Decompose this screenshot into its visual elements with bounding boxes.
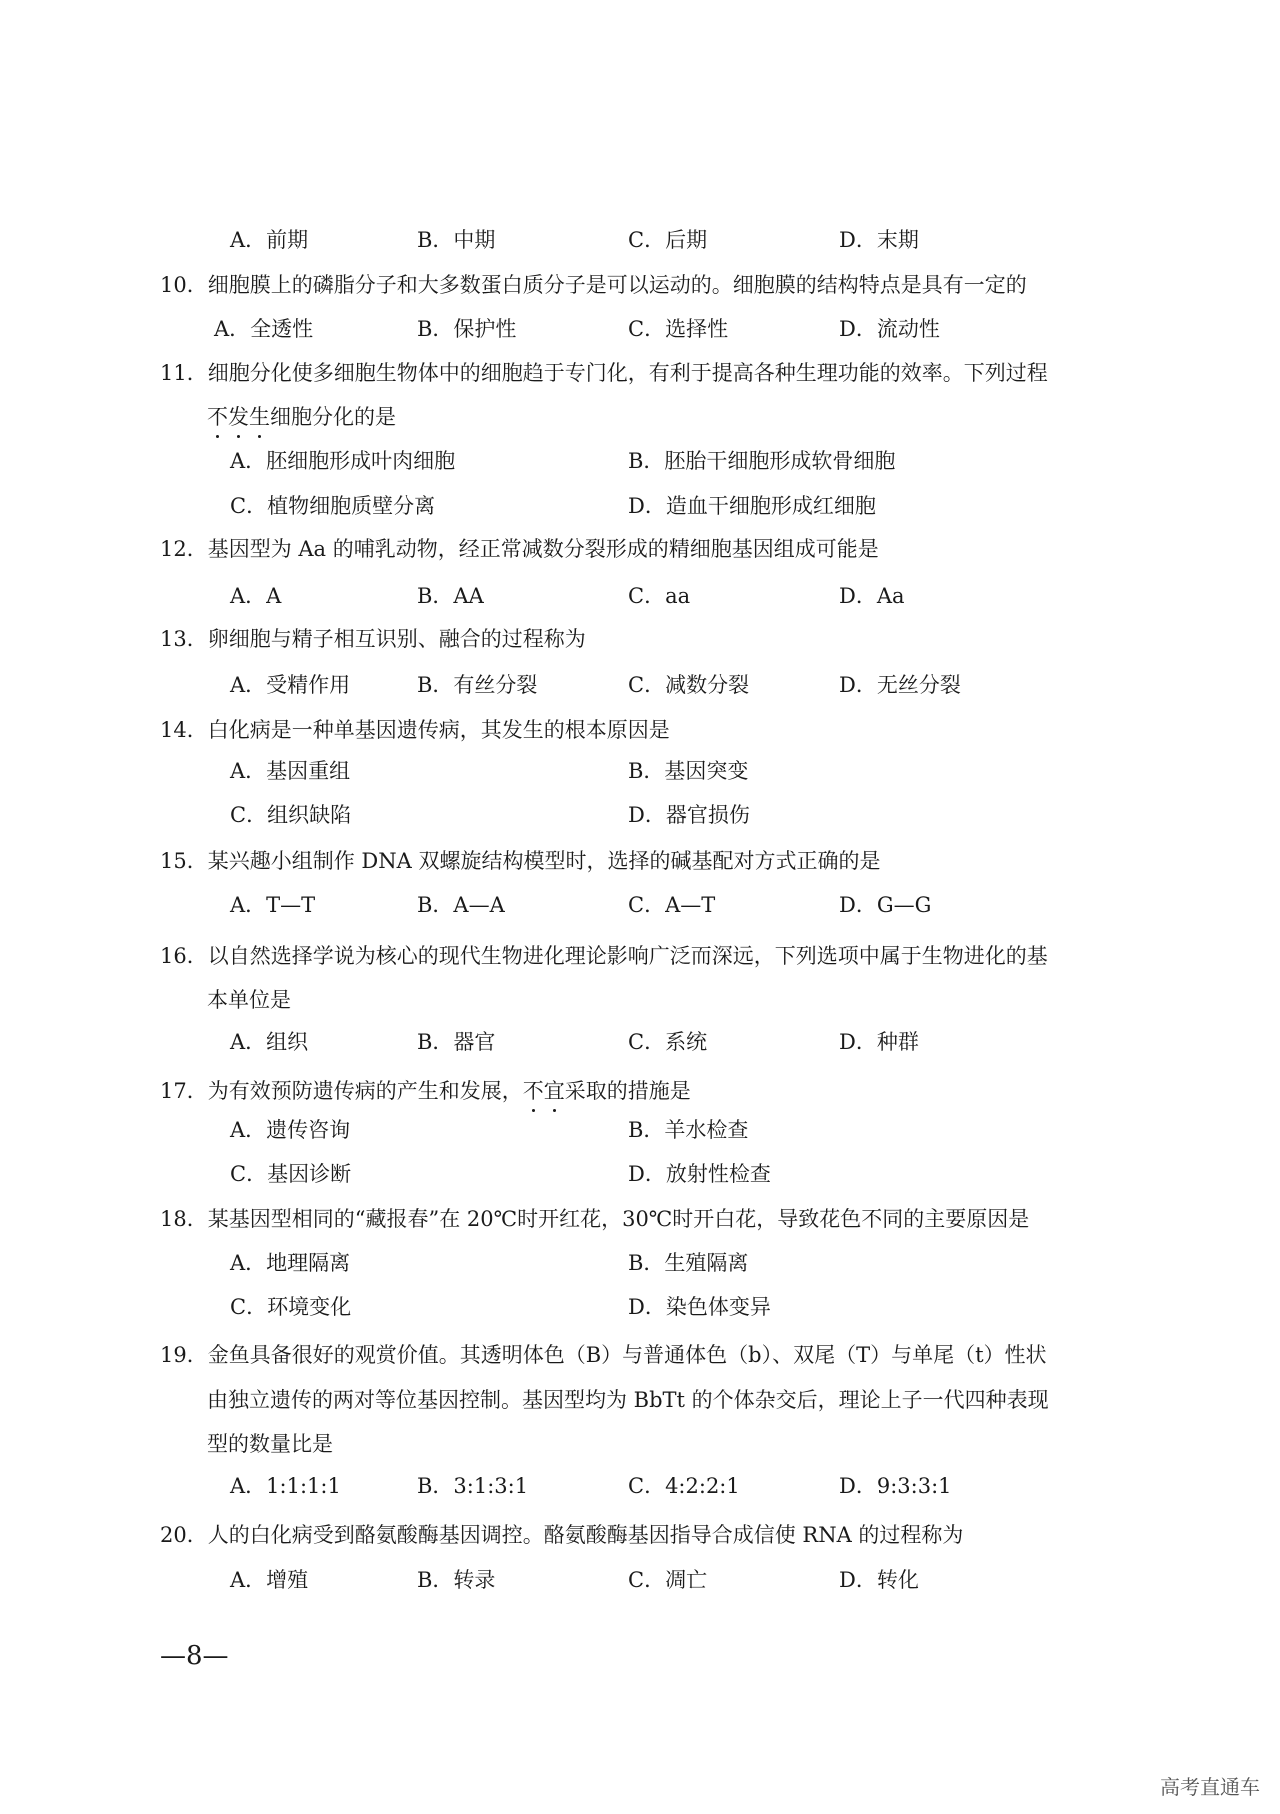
q18-option-b: B．生殖隔离 — [628, 1251, 749, 1275]
q11-stem-line1: 11．细胞分化使多细胞生物体中的细胞趋于专门化，有利于提高各种生理功能的效率。下列过程 — [160, 361, 1048, 385]
q10-stem: 10．细胞膜上的磷脂分子和大多数蛋白质分子是可以运动的。细胞膜的结构特点是具有一定的 — [160, 273, 1027, 297]
q11-emphasis — [207, 405, 270, 429]
q14-stem: 14．白化病是一种单基因遗传病，其发生的根本原因是 — [160, 718, 670, 742]
q15-stem: 15．某兴趣小组制作 DNA 双螺旋结构模型时，选择的碱基配对方式正确的是 — [160, 849, 881, 873]
q17-option-b: B．羊水检查 — [628, 1118, 749, 1142]
q15-option-c: C．A—T — [628, 893, 716, 917]
q18-option-d: D．染色体变异 — [628, 1295, 771, 1319]
q12-option-a: A．A — [230, 584, 282, 608]
q20-option-c: C．凋亡 — [628, 1568, 708, 1592]
q15-option-b: B．A—A — [417, 893, 505, 917]
q15-option-a: A．T—T — [230, 893, 316, 917]
q13-option-b: B．有丝分裂 — [417, 673, 538, 697]
q11-option-d: D．造血干细胞形成红细胞 — [628, 494, 876, 518]
q9-option-d: D．末期 — [839, 228, 919, 252]
emphasis-char: 生 — [249, 405, 270, 429]
q19-stem-line2: 由独立遗传的两对等位基因控制。基因型均为 BbTt 的个体杂交后，理论上子一代四种表现 — [207, 1388, 1049, 1412]
q16-option-a: A．组织 — [230, 1030, 309, 1054]
q19-option-d: D．9:3:3:1 — [839, 1474, 952, 1498]
q10-option-a: A．全透性 — [214, 317, 314, 341]
q16-option-b: B．器官 — [417, 1030, 496, 1054]
q14-option-b: B．基因突变 — [628, 759, 749, 783]
q9-option-c: C．后期 — [628, 228, 708, 252]
q11-option-c: C．植物细胞质壁分离 — [230, 494, 436, 518]
q17-stem — [160, 1077, 691, 1105]
q11-option-a: A．胚细胞形成叶肉细胞 — [230, 449, 456, 473]
q18-option-a: A．地理隔离 — [230, 1251, 351, 1275]
emphasis-char: 宜 — [543, 1079, 565, 1103]
q20-option-d: D．转化 — [839, 1568, 919, 1592]
emphasis-char: 不 — [522, 1079, 544, 1103]
q19-stem-line3: 型的数量比是 — [207, 1432, 333, 1456]
q10-option-c: C．选择性 — [628, 317, 729, 341]
q18-option-c: C．环境变化 — [230, 1295, 352, 1319]
q10-option-d: D．流动性 — [839, 317, 940, 341]
q19-option-a: A．1:1:1:1 — [230, 1474, 341, 1498]
q19-option-c: C．4:2:2:1 — [628, 1474, 740, 1498]
q16-stem-line2: 本单位是 — [207, 988, 291, 1012]
q13-option-d: D．无丝分裂 — [839, 673, 961, 697]
q17-stem-pre: 17．为有效预防遗传病的产生和发展， — [160, 1079, 523, 1103]
q16-option-d: D．种群 — [839, 1030, 919, 1054]
q13-option-a: A．受精作用 — [230, 673, 351, 697]
emphasis-char: 不 — [207, 405, 228, 429]
q20-stem: 20．人的白化病受到酪氨酸酶基因调控。酪氨酸酶基因指导合成信使 RNA 的过程称为 — [160, 1523, 964, 1547]
emphasis-char: 发 — [228, 405, 249, 429]
q19-stem-line1: 19．金鱼具备很好的观赏价值。其透明体色（B）与普通体色（b）、双尾（T）与单尾（t）性状 — [160, 1343, 1047, 1367]
q11-stem-rest: 细胞分化的是 — [270, 405, 396, 429]
q17-emphasis — [523, 1079, 565, 1103]
q14-option-c: C．组织缺陷 — [230, 803, 352, 827]
q19-option-b: B．3:1:3:1 — [417, 1474, 529, 1498]
watermark: 高考直通车 — [1160, 1775, 1260, 1799]
q12-option-d: D．Aa — [839, 584, 905, 608]
q16-option-c: C．系统 — [628, 1030, 708, 1054]
q13-stem: 13．卵细胞与精子相互识别、融合的过程称为 — [160, 627, 586, 651]
q20-option-b: B．转录 — [417, 1568, 496, 1592]
q14-option-d: D．器官损伤 — [628, 803, 750, 827]
q17-stem-post: 采取的措施是 — [564, 1079, 691, 1103]
q17-option-c: C．基因诊断 — [230, 1162, 352, 1186]
q9-option-a: A．前期 — [230, 228, 309, 252]
q11-stem-line2 — [207, 403, 396, 431]
q12-option-b: B．AA — [417, 584, 484, 608]
q12-stem: 12．基因型为 Aa 的哺乳动物，经正常减数分裂形成的精细胞基因组成可能是 — [160, 537, 879, 561]
q18-stem: 18．某基因型相同的“藏报春”在 20℃时开红花，30℃时开白花，导致花色不同的主要原因是 — [160, 1207, 1030, 1231]
q17-option-d: D．放射性检查 — [628, 1162, 771, 1186]
q10-option-b: B．保护性 — [417, 317, 517, 341]
page-number: —8— — [160, 1641, 229, 1671]
q16-stem-line1: 16．以自然选择学说为核心的现代生物进化理论影响广泛而深远，下列选项中属于生物进化的基 — [160, 944, 1048, 968]
q15-option-d: D．G—G — [839, 893, 932, 917]
q13-option-c: C．减数分裂 — [628, 673, 750, 697]
q11-option-b: B．胚胎干细胞形成软骨细胞 — [628, 449, 896, 473]
q12-option-c: C．aa — [628, 584, 691, 608]
q20-option-a: A．增殖 — [230, 1568, 309, 1592]
q9-option-b: B．中期 — [417, 228, 496, 252]
q17-option-a: A．遗传咨询 — [230, 1118, 351, 1142]
q14-option-a: A．基因重组 — [230, 759, 351, 783]
